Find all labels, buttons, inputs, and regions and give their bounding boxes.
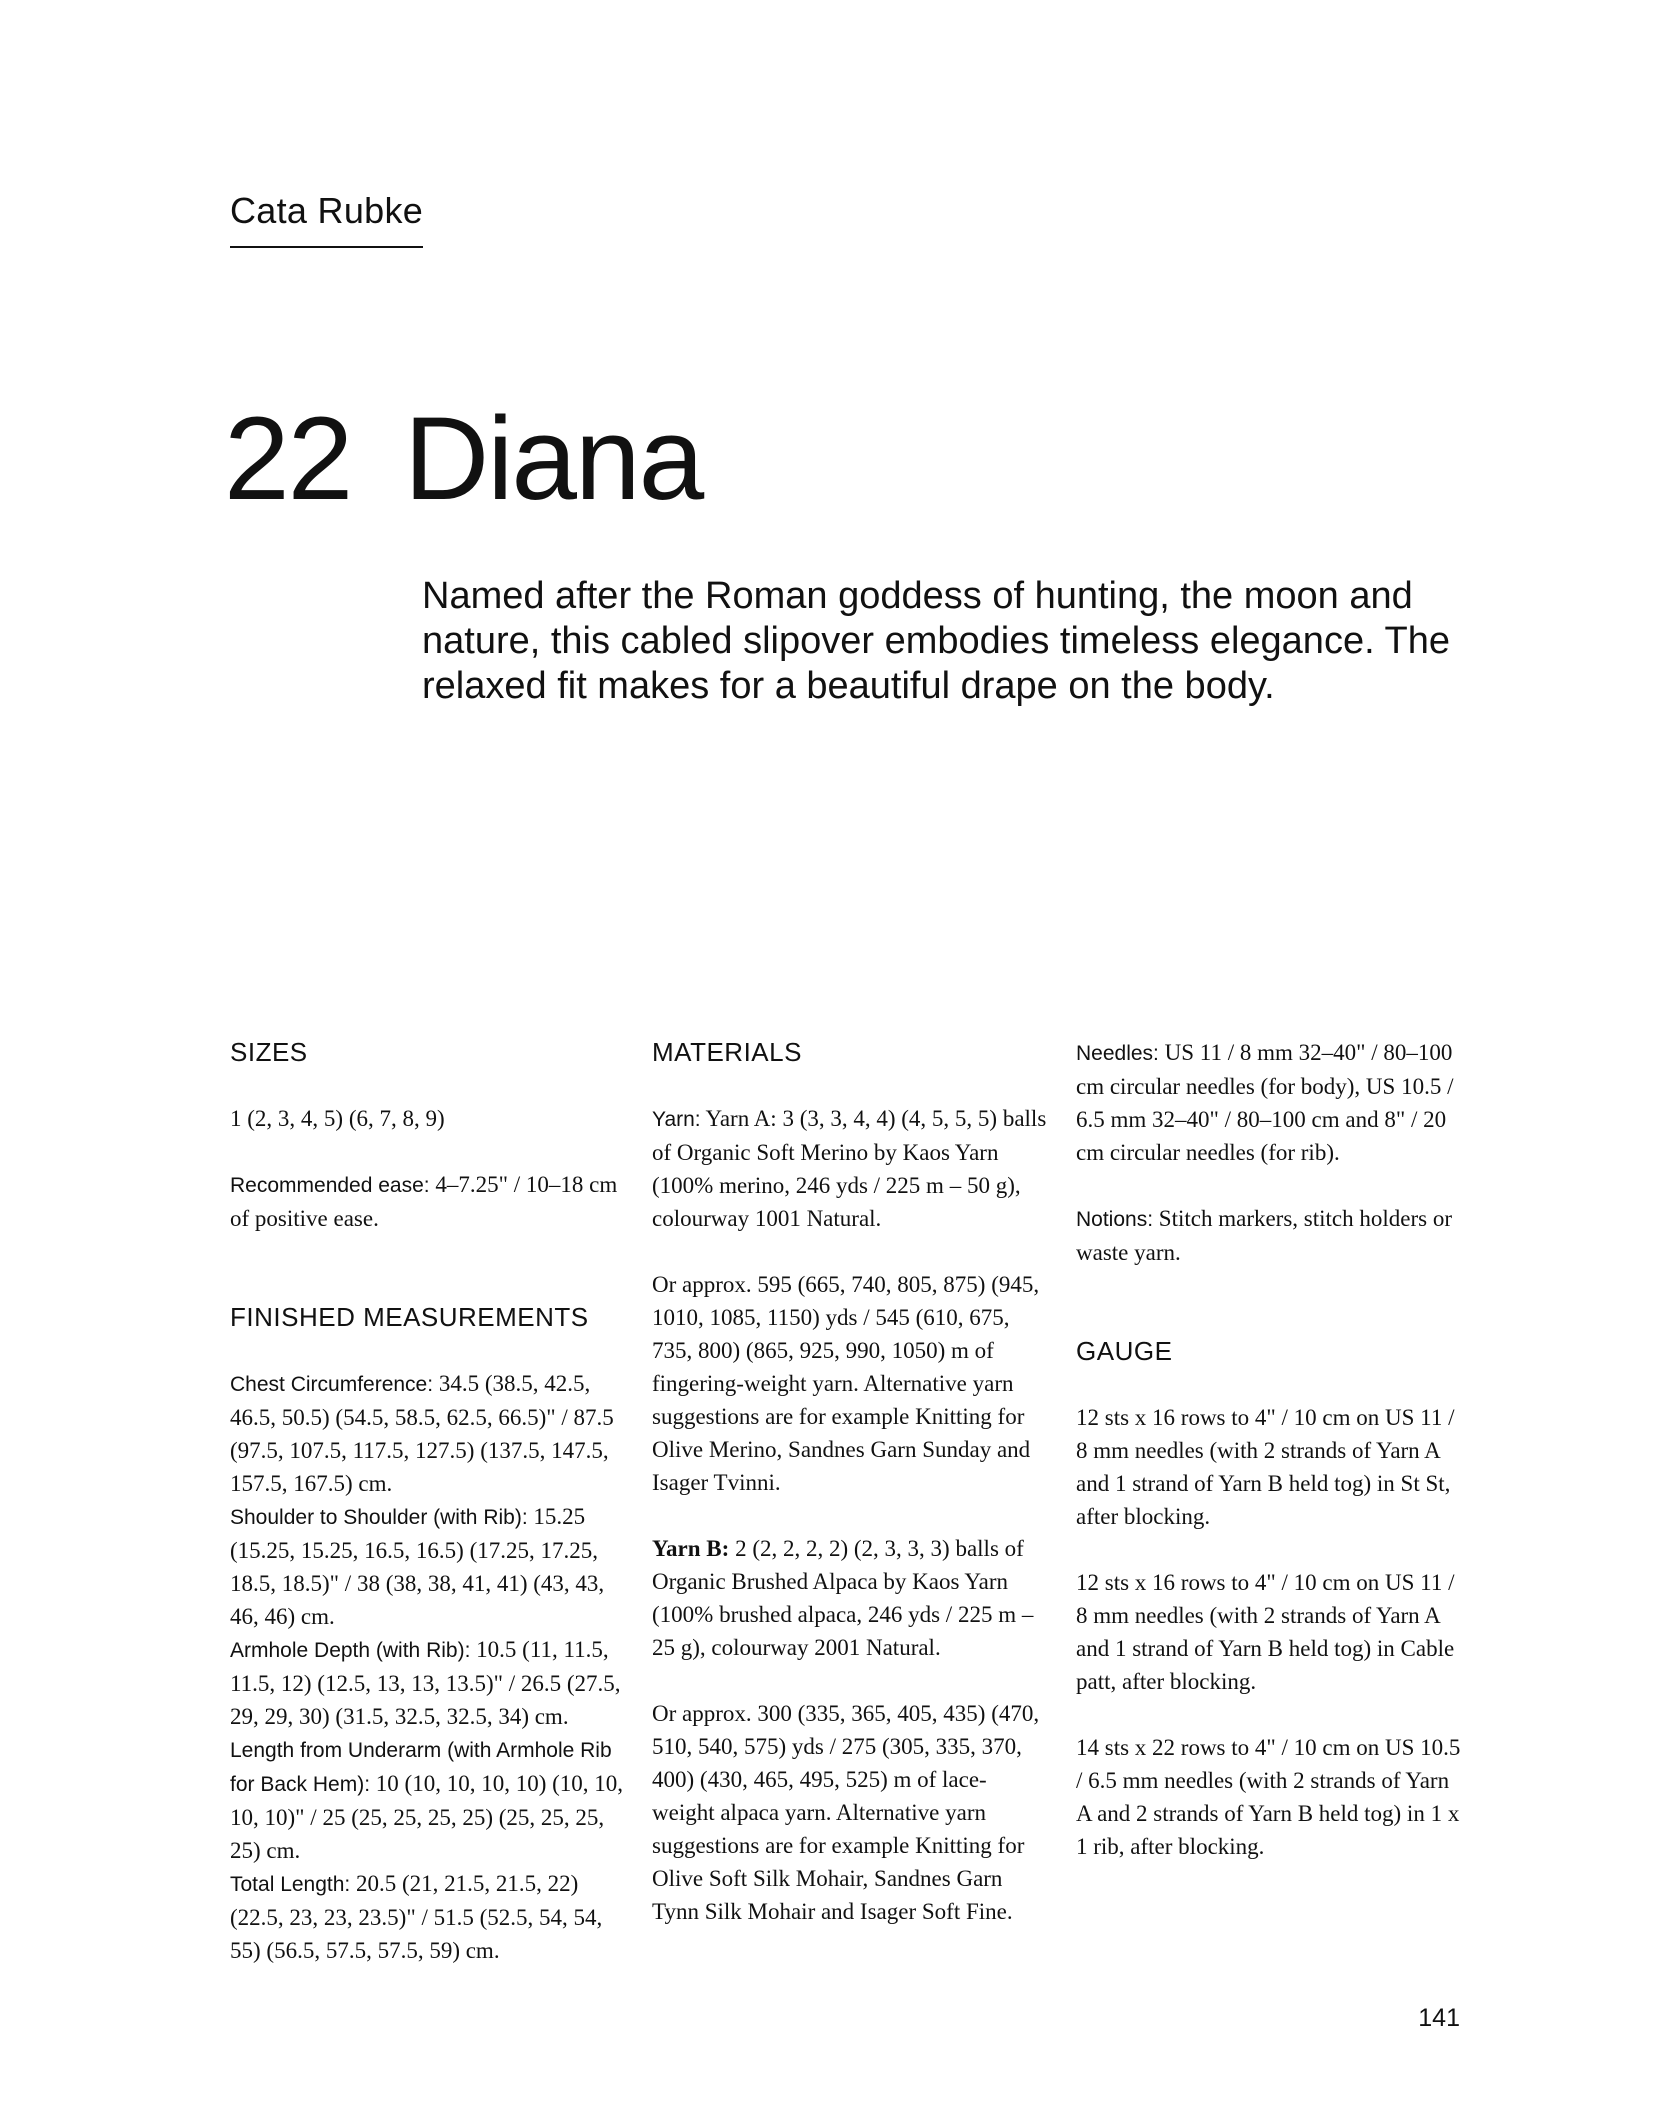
finished-label: Shoulder to Shoulder (with Rib): bbox=[230, 1506, 528, 1529]
materials-heading: MATERIALS bbox=[652, 1037, 802, 1067]
needles-label: Needles: bbox=[1076, 1042, 1159, 1065]
intro-paragraph: Named after the Roman goddess of hunting, the moon and nature, this cabled slipover embodies timeless elegance. The relaxed fit makes for a beautiful drape on the body. bbox=[422, 575, 1450, 707]
yarn-a-text: Yarn A: 3 (3, 3, 4, 4) (4, 5, 5, 5) balls of Organic Soft Merino by Kaos Yarn (100% merino, 246 yds / 225 m – 50 g), colourway 1001 Natural. bbox=[652, 1106, 1047, 1231]
recommended-ease bbox=[230, 1168, 628, 1235]
gauge-heading: GAUGE bbox=[1076, 1336, 1173, 1366]
column-sizes bbox=[230, 1036, 628, 1967]
needles bbox=[1076, 1036, 1468, 1169]
ease-text: 4–7.25" / 10–18 cm of positive ease. bbox=[230, 1172, 618, 1231]
notions-label: Notions: bbox=[1076, 1208, 1154, 1231]
page-number: 141 bbox=[1418, 2004, 1460, 2032]
notions bbox=[1076, 1202, 1468, 1269]
needles-text: US 11 / 8 mm 32–40" / 80–100 cm circular needles (for body), US 10.5 / 6.5 mm 32–40" / 80–100 cm and 8" / 20 cm circular needles (for rib). bbox=[1076, 1040, 1454, 1165]
column-needles-gauge bbox=[1076, 1036, 1468, 1863]
finished-text: 15.25 (15.25, 15.25, 16.5, 16.5) (17.25, 17.25, 18.5, 18.5)" / 38 (38, 38, 41, 41) (43, 43, 46, 46) cm. bbox=[230, 1504, 605, 1629]
column-materials bbox=[652, 1036, 1048, 1928]
finished-item bbox=[230, 1733, 628, 1867]
finished-item bbox=[230, 1867, 628, 1967]
finished-item bbox=[230, 1500, 628, 1633]
finished-text: 10.5 (11, 11.5, 11.5, 12) (12.5, 13, 13, 13.5)" / 26.5 (27.5, 29, 29, 30) (31.5, 32.5, 32.5, 34) cm. bbox=[230, 1637, 621, 1729]
finished-item bbox=[230, 1367, 628, 1500]
yarn-b-alternatives: Or approx. 300 (335, 365, 405, 435) (470, 510, 540, 575) yds / 275 (305, 335, 370, 400) (430, 465, 495, 525) m of lace-weight alpaca yarn. Alternative yarn suggestions are for example Knitting for Olive Soft Silk Mohair, Sandnes Garn Tynn Silk Mohair and Isager Soft Fine. bbox=[652, 1701, 1040, 1924]
finished-text: 10 (10, 10, 10, 10) (10, 10, 10, 10)" / 25 (25, 25, 25, 25) (25, 25, 25, 25) cm. bbox=[230, 1771, 624, 1863]
finished-text: 34.5 (38.5, 42.5, 46.5, 50.5) (54.5, 58.5, 62.5, 66.5)" / 87.5 (97.5, 107.5, 117.5, 127.5) (137.5, 147.5, 157.5, 167.5) cm. bbox=[230, 1371, 614, 1496]
gauge-item: 12 sts x 16 rows to 4" / 10 cm on US 11 / 8 mm needles (with 2 strands of Yarn A and 1 strand of Yarn B held tog) in St St, after blocking. bbox=[1076, 1405, 1455, 1529]
finished-label: Total Length: bbox=[230, 1873, 351, 1896]
sizes-heading: SIZES bbox=[230, 1037, 308, 1067]
pattern-number: 22 bbox=[224, 393, 352, 525]
yarn-a-label: Yarn: bbox=[652, 1108, 701, 1131]
gauge-item: 12 sts x 16 rows to 4" / 10 cm on US 11 / 8 mm needles (with 2 strands of Yarn A and 1 strand of Yarn B held tog) in Cable patt, after blocking. bbox=[1076, 1570, 1455, 1694]
yarn-a-alternatives: Or approx. 595 (665, 740, 805, 875) (945, 1010, 1085, 1150) yds / 545 (610, 675, 735, 800) (865, 925, 990, 1050) m of fingering-weight yarn. Alternative yarn suggestions are for example Knitting for Olive Merino, Sandnes Garn Sunday and Isager Tvinni. bbox=[652, 1272, 1040, 1495]
yarn-b-text: 2 (2, 2, 2, 2) (2, 3, 3, 3) balls of Organic Brushed Alpaca by Kaos Yarn (100% brushed alpaca, 246 yds / 225 m – 25 g), colourway 2001 Natural. bbox=[652, 1536, 1034, 1660]
author-name: Cata Rubke bbox=[230, 190, 423, 248]
gauge-item: 14 sts x 22 rows to 4" / 10 cm on US 10.5 / 6.5 mm needles (with 2 strands of Yarn A and 2 strands of Yarn B held tog) in 1 x 1 rib, after blocking. bbox=[1076, 1735, 1461, 1859]
pattern-name: Diana bbox=[404, 393, 703, 525]
finished-label: Armhole Depth (with Rib): bbox=[230, 1639, 471, 1662]
finished-list bbox=[230, 1367, 628, 1967]
sizes-values: 1 (2, 3, 4, 5) (6, 7, 8, 9) bbox=[230, 1106, 445, 1131]
finished-label: Length from Underarm (with Armhole Rib for Back Hem): bbox=[230, 1739, 612, 1796]
yarn-b bbox=[652, 1532, 1048, 1664]
finished-heading: FINISHED MEASUREMENTS bbox=[230, 1302, 589, 1332]
notions-text: Stitch markers, stitch holders or waste yarn. bbox=[1076, 1206, 1452, 1265]
ease-label: Recommended ease: bbox=[230, 1174, 430, 1197]
pattern-title bbox=[224, 393, 703, 525]
finished-item bbox=[230, 1633, 628, 1733]
finished-label: Chest Circumference: bbox=[230, 1373, 434, 1396]
yarn-b-label: Yarn B: bbox=[652, 1536, 730, 1561]
yarn-a bbox=[652, 1102, 1048, 1235]
finished-text: 20.5 (21, 21.5, 21.5, 22) (22.5, 23, 23, 23.5)" / 51.5 (52.5, 54, 54, 55) (56.5, 57.5, 57.5, 59) cm. bbox=[230, 1871, 603, 1963]
